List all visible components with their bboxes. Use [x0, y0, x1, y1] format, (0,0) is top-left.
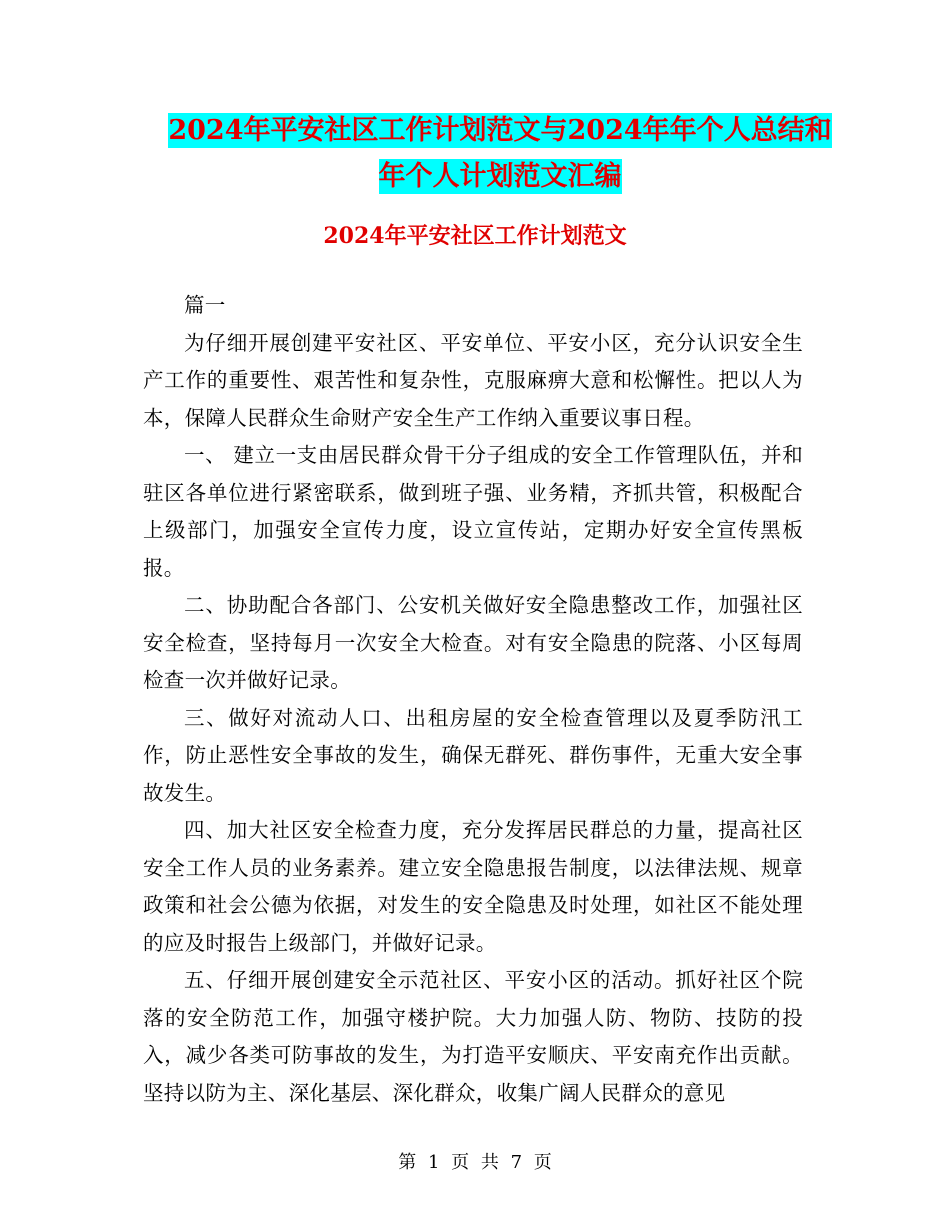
page-footer: 第 1 页 共 7 页: [398, 1152, 552, 1173]
section-title: 2024年平安社区工作计划范文: [323, 223, 627, 249]
paragraph: 三、做好对流动人口、出租房屋的安全检查管理以及夏季防汛工作，防止恶性安全事故的发生，确保无群死、群伤事件，无重大安全事故发生。: [143, 705, 803, 805]
paragraph: 五、仔细开展创建安全示范社区、平安小区的活动。抓好社区个院落的安全防范工作，加强守楼护院。大力加强人防、物防、技防的投入，减少各类可防事故的发生，为打造平安顺庆、平安南充作出贡献。坚持以防为主、深化基层、深化群众，收集广阔人民群众的意见: [143, 968, 803, 1105]
paragraph-heading: 篇一: [184, 293, 226, 317]
document-title-line-2: 年个人计划范文汇编: [378, 161, 622, 192]
paragraph: 四、加大社区安全检查力度，充分发挥居民群总的力量，提高社区安全工作人员的业务素养。建立安全隐患报告制度，以法律法规、规章政策和社会公德为依据，对发生的安全隐患及时处理，如社区不能处理的应及时报告上级部门，并做好记录。: [143, 818, 803, 955]
document-title-line-1: 2024年平安社区工作计划范文与2024年年个人总结和: [168, 115, 832, 146]
paragraph: 一、 建立一支由居民群众骨干分子组成的安全工作管理队伍，并和驻区各单位进行紧密联系，做到班子强、业务精，齐抓共管，积极配合上级部门，加强安全宣传力度，设立宣传站，定期办好安全宣传黑板报。: [143, 443, 803, 580]
document-title: [140, 108, 860, 200]
paragraph: 为仔细开展创建平安社区、平安单位、平安小区，充分认识安全生产工作的重要性、艰苦性和复杂性，克服麻痹大意和松懈性。把以人为本，保障人民群众生命财产安全生产工作纳入重要议事日程。: [143, 330, 803, 430]
paragraph: 二、协助配合各部门、公安机关做好安全隐患整改工作，加强社区安全检查，坚持每月一次安全大检查。对有安全隐患的院落、小区每周检查一次并做好记录。: [143, 593, 803, 692]
body-text: [143, 287, 803, 1112]
